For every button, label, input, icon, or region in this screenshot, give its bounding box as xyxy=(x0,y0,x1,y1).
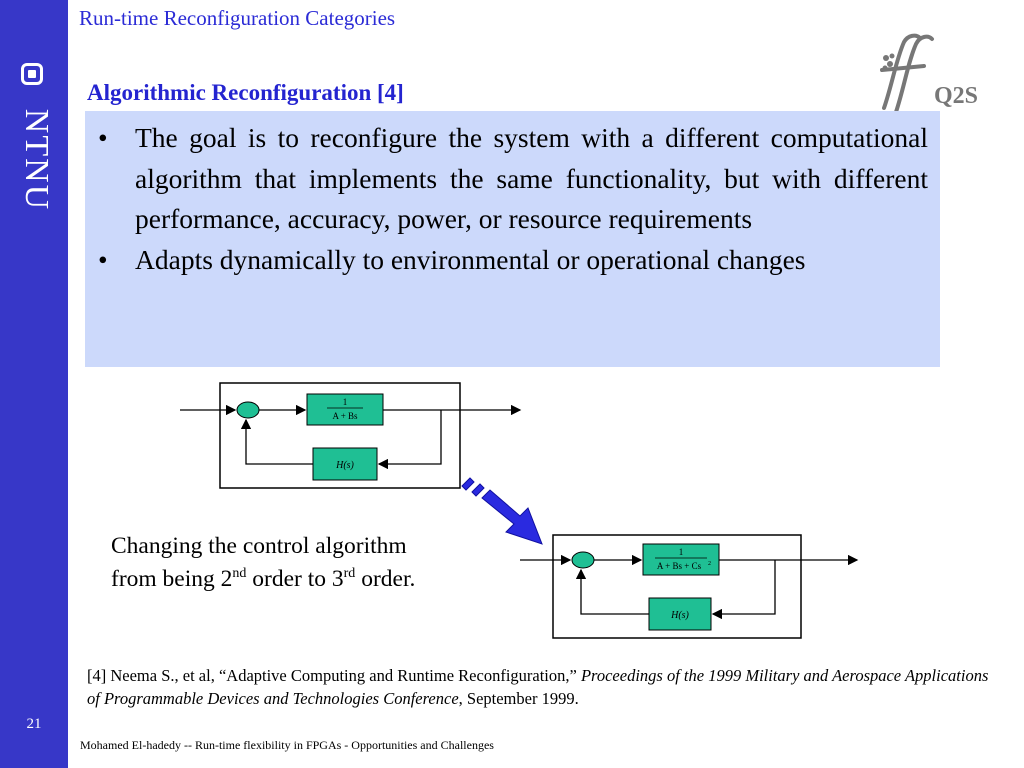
reference-citation xyxy=(87,664,997,710)
bullet-list xyxy=(98,118,928,280)
reference-plain: [4] Neema S., et al, “Adaptive Computing and Runtime Reconfiguration,” xyxy=(87,666,581,685)
section-heading: Algorithmic Reconfiguration [4] xyxy=(87,80,404,105)
feedback-label: H(s) xyxy=(336,460,354,471)
bullet-mark: • xyxy=(98,122,108,153)
summing-junction xyxy=(572,552,594,568)
ntnu-wordmark: NTNU xyxy=(18,108,55,212)
bullet-text: The goal is to reconfigure the system with a different computational algorithm that implements the same functionality, but with different performance, accuracy, power, or resource requirements xyxy=(135,122,928,234)
category-title: Run-time Reconfiguration Categories xyxy=(79,6,396,30)
bullet-item xyxy=(98,118,928,240)
ntnu-logo-icon xyxy=(21,63,43,85)
caption-line-2 xyxy=(111,563,415,596)
bullet-item xyxy=(98,240,928,281)
caption-text: order. xyxy=(355,566,416,592)
sidebar xyxy=(0,0,68,768)
bullet-mark: • xyxy=(98,243,108,275)
slide-number: 21 xyxy=(26,716,42,732)
block-denominator-exponent: 2 xyxy=(708,561,711,567)
diagram-third-order xyxy=(515,530,865,642)
caption-line-1: Changing the control algorithm xyxy=(111,533,407,559)
ff-mark-icon xyxy=(882,36,932,112)
block-denominator: A + Bs xyxy=(332,411,358,421)
feedback-label: H(s) xyxy=(671,610,689,621)
block-numerator: 1 xyxy=(678,547,684,557)
caption-superscript: nd xyxy=(232,566,247,582)
caption-text: from being 2 xyxy=(111,566,233,592)
q2s-logo xyxy=(866,30,996,115)
block-numerator: 1 xyxy=(342,397,348,407)
reference-date: , September 1999. xyxy=(458,689,579,708)
q2s-label: Q2S xyxy=(934,83,979,109)
footer: Mohamed El-hadedy -- Run-time flexibility in FPGAs - Opportunities and Challenges xyxy=(80,738,494,752)
reference-venue: Proceedings of the 1999 Military and Aerospace Applications of Programmable Devices and Technologies Conference xyxy=(87,666,989,708)
bullet-text: Adapts dynamically to environmental or operational changes xyxy=(135,243,806,275)
block-denominator: A + Bs + Cs xyxy=(656,561,702,571)
diagram-caption xyxy=(111,530,415,596)
summing-junction xyxy=(237,402,259,418)
caption-superscript: rd xyxy=(343,566,356,582)
caption-text: order to 3 xyxy=(246,566,344,592)
